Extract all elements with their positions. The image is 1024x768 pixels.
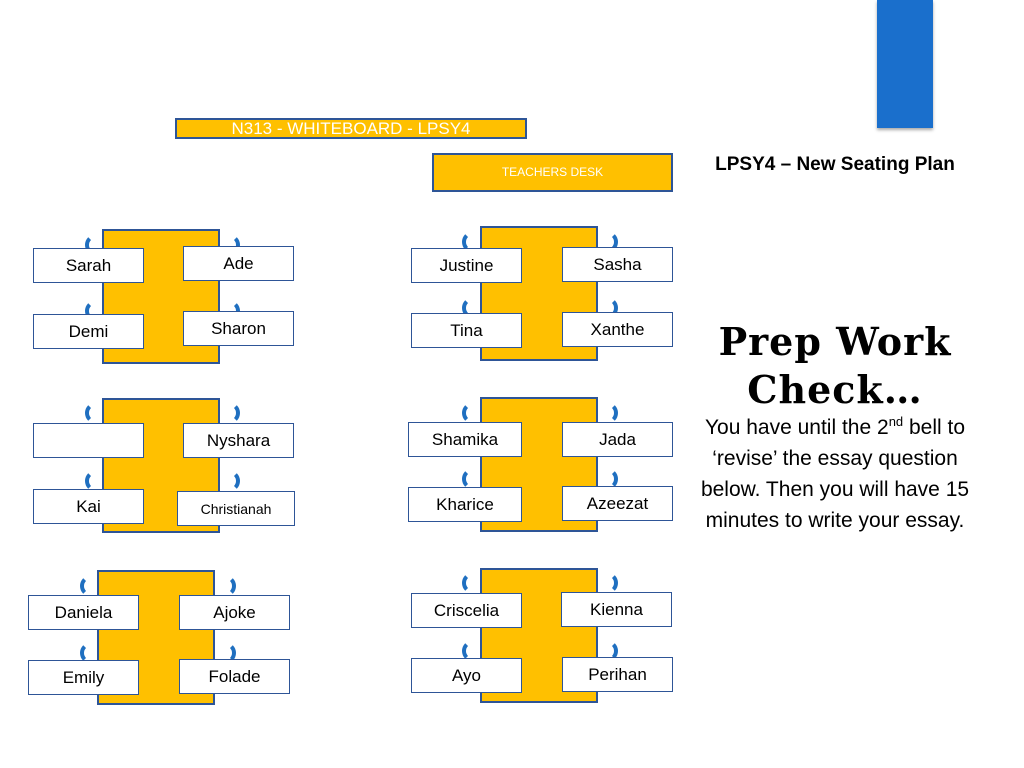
chair-icon bbox=[80, 575, 96, 597]
seat-name: Xanthe bbox=[562, 312, 673, 347]
seat-name: Kharice bbox=[408, 487, 522, 522]
chair-icon bbox=[462, 402, 478, 424]
seat-name: Justine bbox=[411, 248, 522, 283]
seat-name: Ajoke bbox=[179, 595, 290, 630]
seat-name: Criscelia bbox=[411, 593, 522, 628]
chair-icon bbox=[85, 402, 101, 424]
seat-name: Sasha bbox=[562, 247, 673, 282]
seat-name: Shamika bbox=[408, 422, 522, 457]
seat-name: Ade bbox=[183, 246, 294, 281]
accent-bar bbox=[877, 0, 933, 128]
plan-title: LPSY4 – New Seating Plan bbox=[715, 154, 955, 175]
prep-text-superscript: nd bbox=[888, 414, 904, 429]
seat-name: Folade bbox=[179, 659, 290, 694]
chair-icon bbox=[224, 470, 240, 492]
seat-name: Christianah bbox=[177, 491, 295, 526]
chair-icon bbox=[602, 572, 618, 594]
prep-text-start: You have until the 2 bbox=[704, 416, 889, 439]
seat-name: Tina bbox=[411, 313, 522, 348]
whiteboard-label: N313 - WHITEBOARD - LPSY4 bbox=[175, 118, 527, 139]
seat-name: Perihan bbox=[562, 657, 673, 692]
chair-icon bbox=[462, 572, 478, 594]
seat-name: Emily bbox=[28, 660, 139, 695]
prep-instructions bbox=[690, 412, 980, 536]
seat-name: Sharon bbox=[183, 311, 294, 346]
seat-name: Nyshara bbox=[183, 423, 294, 458]
teachers-desk: TEACHERS DESK bbox=[432, 153, 673, 192]
seat-name: Daniela bbox=[28, 595, 139, 630]
seat-name: Jada bbox=[562, 422, 673, 457]
seat-name: Kai bbox=[33, 489, 144, 524]
seat-name bbox=[33, 423, 144, 458]
prep-text-end: bell to ‘revise’ the essay question below. Then you will have 15 minutes to write your essay. bbox=[700, 416, 970, 532]
chair-icon bbox=[602, 402, 618, 424]
seat-name: Sarah bbox=[33, 248, 144, 283]
seat-name: Demi bbox=[33, 314, 144, 349]
chair-icon bbox=[224, 402, 240, 424]
seat-name: Kienna bbox=[561, 592, 672, 627]
chair-icon bbox=[220, 575, 236, 597]
seat-name: Azeezat bbox=[562, 486, 673, 521]
prep-heading: Prep Work Check… bbox=[718, 319, 952, 412]
seat-name: Ayo bbox=[411, 658, 522, 693]
